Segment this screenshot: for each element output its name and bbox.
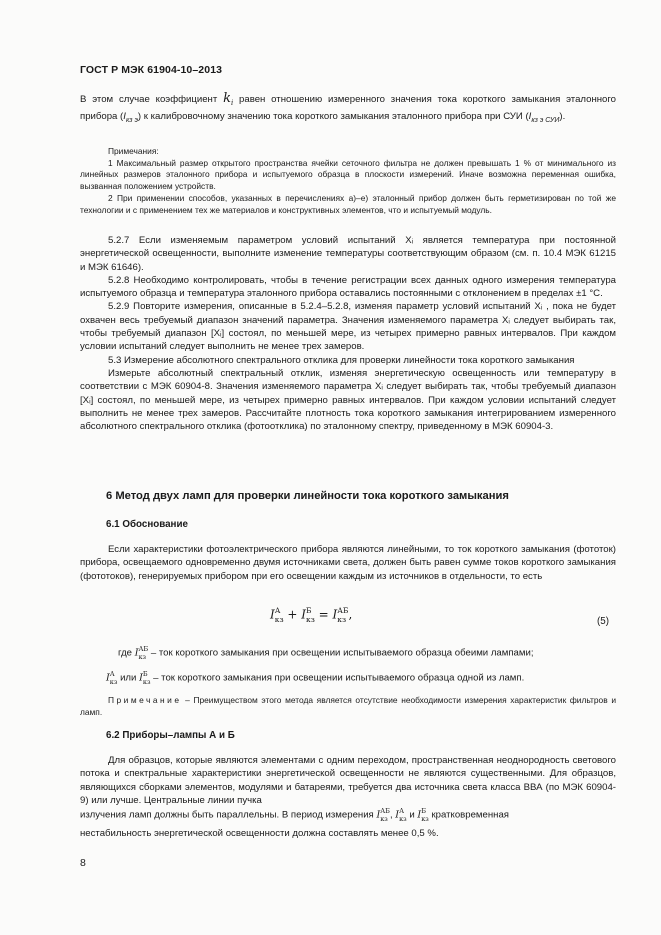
- clause-5-3-title: 5.3 Измерение абсолютного спектрального отклика для проверки линейности тока короткого замыкания: [108, 354, 575, 366]
- i-cal-letter: I: [528, 111, 532, 123]
- i-ref: [123, 111, 138, 125]
- i-ref-sub: кз э: [125, 117, 138, 125]
- formula-i-ab: I: [332, 607, 338, 622]
- notes-block: [80, 146, 616, 216]
- measure-line-end: кратковременная: [431, 809, 509, 821]
- note-1: 1 Максимальный размер открытого пространства ячейки сеточного фильтра не должен превышать 1 % от минимального из линейных размеров эталонного прибора и испытуемого образца в плоскости измерений. Иначе возможна переменная ошибка, вызванная положением устройств.: [80, 157, 616, 192]
- formula-sup-ab: АБ: [337, 606, 349, 615]
- i-cal-sub: кз э СУИ: [531, 117, 560, 125]
- formula-comma: ,: [348, 607, 353, 622]
- formula-equals: =: [318, 607, 329, 622]
- measure-sub-ab: кз: [380, 815, 388, 823]
- formula-i-a: I: [270, 607, 275, 622]
- formula-sup-a: А: [274, 606, 281, 615]
- where2-text: – ток короткого замыкания при освещении испытываемого образца одной из ламп.: [153, 672, 525, 684]
- where2-sup-b: Б: [142, 670, 148, 678]
- formula-sub-ab: кз: [337, 615, 347, 624]
- measure-sup-ab: АБ: [380, 807, 390, 815]
- method-note-label: Примечание: [108, 695, 182, 705]
- where2-sub-a: кз: [109, 678, 118, 686]
- where-label: где: [118, 647, 133, 659]
- section-6-1-paragraph: Если характеристики фотоэлектрического прибора являются линейными, то ток короткого замыкания (фототок) прибора, освещаемого одновременно двумя источниками света, должен быть равен сумме токов короткого замыкания (фототоков), генерируемых прибором при его освещении каждым из источников в отдельности, то есть: [80, 544, 616, 582]
- clause-5-2-7-text: 5.2.7 Если изменяемым параметром условий испытаний Xᵢ является температура при постоянной энергетической освещенности, выполните изменение температуры соответствующим образом (см. п. 10.4 МЭК 61215 и МЭК 61646).: [80, 235, 616, 273]
- formula-i-b: I: [301, 607, 306, 622]
- coef-k-letter: k: [223, 91, 231, 106]
- formula-5: [270, 606, 352, 624]
- where2-sup-a: А: [109, 670, 115, 678]
- intro-text-1: В этом случае коэффициент: [80, 94, 224, 105]
- where1-text: – ток короткого замыкания при освещении испытываемого образца обеими лампами;: [150, 647, 534, 659]
- i-cal: [528, 111, 560, 125]
- measure-i-ab: I: [376, 809, 381, 821]
- coef-k: [223, 91, 233, 106]
- clause-5-2-9-text: 5.2.9 Повторите измерения, описанные в 5.2.4–5.2.8, изменяя параметр условий испытаний Xᵢ , пока не будет охвачен весь требуемый диапазон значений параметра. Значения изменяемого параметра Xᵢ следует выбирать так, чтобы требуемый диапазон [Xᵢ] состоял, по меньшей мере, из четырех примерно равных интервалов. При каждом условии испытаний следует выполнить не менее трех замеров.: [80, 301, 616, 353]
- intro-text-2: равен отношению измеренного значения тока короткого замыкания эталонного прибора (: [80, 94, 617, 123]
- formula-sup-b: Б: [306, 606, 312, 615]
- measure-sub-a: кз: [399, 815, 407, 823]
- notes-title: Примечания:: [108, 146, 159, 156]
- measure-sup-b: Б: [421, 807, 426, 815]
- where2-i-a: I: [106, 672, 110, 684]
- clause-5-2-7: [80, 234, 616, 433]
- section-6-2-text: [80, 754, 616, 807]
- where2-i-b: I: [139, 672, 143, 684]
- formula-number: (5): [597, 616, 609, 627]
- note-2: 2 При применении способов, указанных в перечислениях а)–е) эталонный прибор должен быть герметизирован по той же технологии и с применением тех же материалов и конструктивных элементов, что и испытуемый модуль.: [80, 192, 616, 215]
- coef-k-sub: i: [230, 99, 234, 107]
- where1-sup: АБ: [138, 645, 149, 653]
- method-note: [80, 695, 616, 718]
- page-number: 8: [80, 857, 86, 869]
- formula-sub-a: кз: [274, 615, 284, 624]
- method-note-text: – Преимуществом этого метода является отсутствие необходимости измерения характеристик фильтров и ламп.: [80, 695, 616, 717]
- clause-5-3-text: Измерьте абсолютный спектральный отклик, изменяя энергетическую освещенность или температуру в соответствии с МЭК 60904-8. Значения изменяемого параметра Xᵢ следует выбирать так, чтобы требуемый диапазон [Xᵢ] состоял, по меньшей мере, из четырех примерно равных интервалов. При каждом условии испытаний следует выполнить не менее трех замеров. Рассчитайте плотность тока короткого замыкания интегрированием измеренного абсолютного спектрального отклика (фотоотклика) по эталонному спектру, приведенному в МЭК 60904-3.: [80, 367, 616, 433]
- measure-sub-b: кз: [421, 815, 429, 823]
- section-6-title: 6 Метод двух ламп для проверки линейности тока короткого замыкания: [106, 490, 509, 502]
- section-6-2-title: 6.2 Приборы–лампы А и Б: [106, 730, 235, 741]
- where-line-2: [106, 670, 524, 686]
- i-ref-letter: I: [123, 111, 126, 123]
- section-6-2-measure-line: излучения ламп должны быть параллельны. В период измерения I АБ кз , I А кз и I Б кз кратковременная: [80, 807, 509, 823]
- measure-and: и: [409, 809, 415, 821]
- intro-paragraph: [80, 92, 616, 128]
- measure-line-text: излучения ламп должны быть параллельны. В период измерения: [80, 809, 374, 821]
- section-6-1-text: [80, 543, 616, 583]
- measure-i-a: I: [395, 809, 400, 821]
- where2-sub-b: кз: [142, 678, 151, 686]
- section-6-1-title: 6.1 Обоснование: [106, 519, 188, 530]
- document-header: ГОСТ Р МЭК 61904-10–2013: [80, 64, 223, 76]
- where2-or: или: [120, 672, 137, 684]
- section-6-2-paragraph: Для образцов, которые являются элементами с одним переходом, пространственная неоднородность светового потока и спектральные характеристики энергетической освещенности не являются существенными. Для образцов, являющихся сборками элементов, модулями и батареями, требуется два источника света класса ВВА (по МЭК 60904-9) или лучше. Центральные линии пучка: [80, 755, 616, 806]
- where-line-1: [118, 645, 534, 661]
- measure-i-b: I: [417, 809, 422, 821]
- section-6-2-last-line: нестабильность энергетической освещенности должна составлять менее 0,5 %.: [80, 828, 439, 839]
- where1-i: I: [134, 647, 139, 659]
- formula-sub-b: кз: [306, 615, 315, 624]
- formula-plus: +: [287, 607, 298, 622]
- clause-5-2-8-text: 5.2.8 Необходимо контролировать, чтобы в течение регистрации всех данных одного измерения температура испытуемого образца и температура эталонного прибора оставались постоянными с отклонением в пределах ±1 °С.: [80, 274, 616, 300]
- where1-sub: кз: [138, 653, 147, 661]
- intro-text-3: ) к калибровочному значению тока короткого замыкания эталонного прибора при СУИ (: [137, 111, 529, 123]
- measure-sup-a: А: [399, 807, 405, 815]
- intro-text-4: ).: [559, 111, 566, 123]
